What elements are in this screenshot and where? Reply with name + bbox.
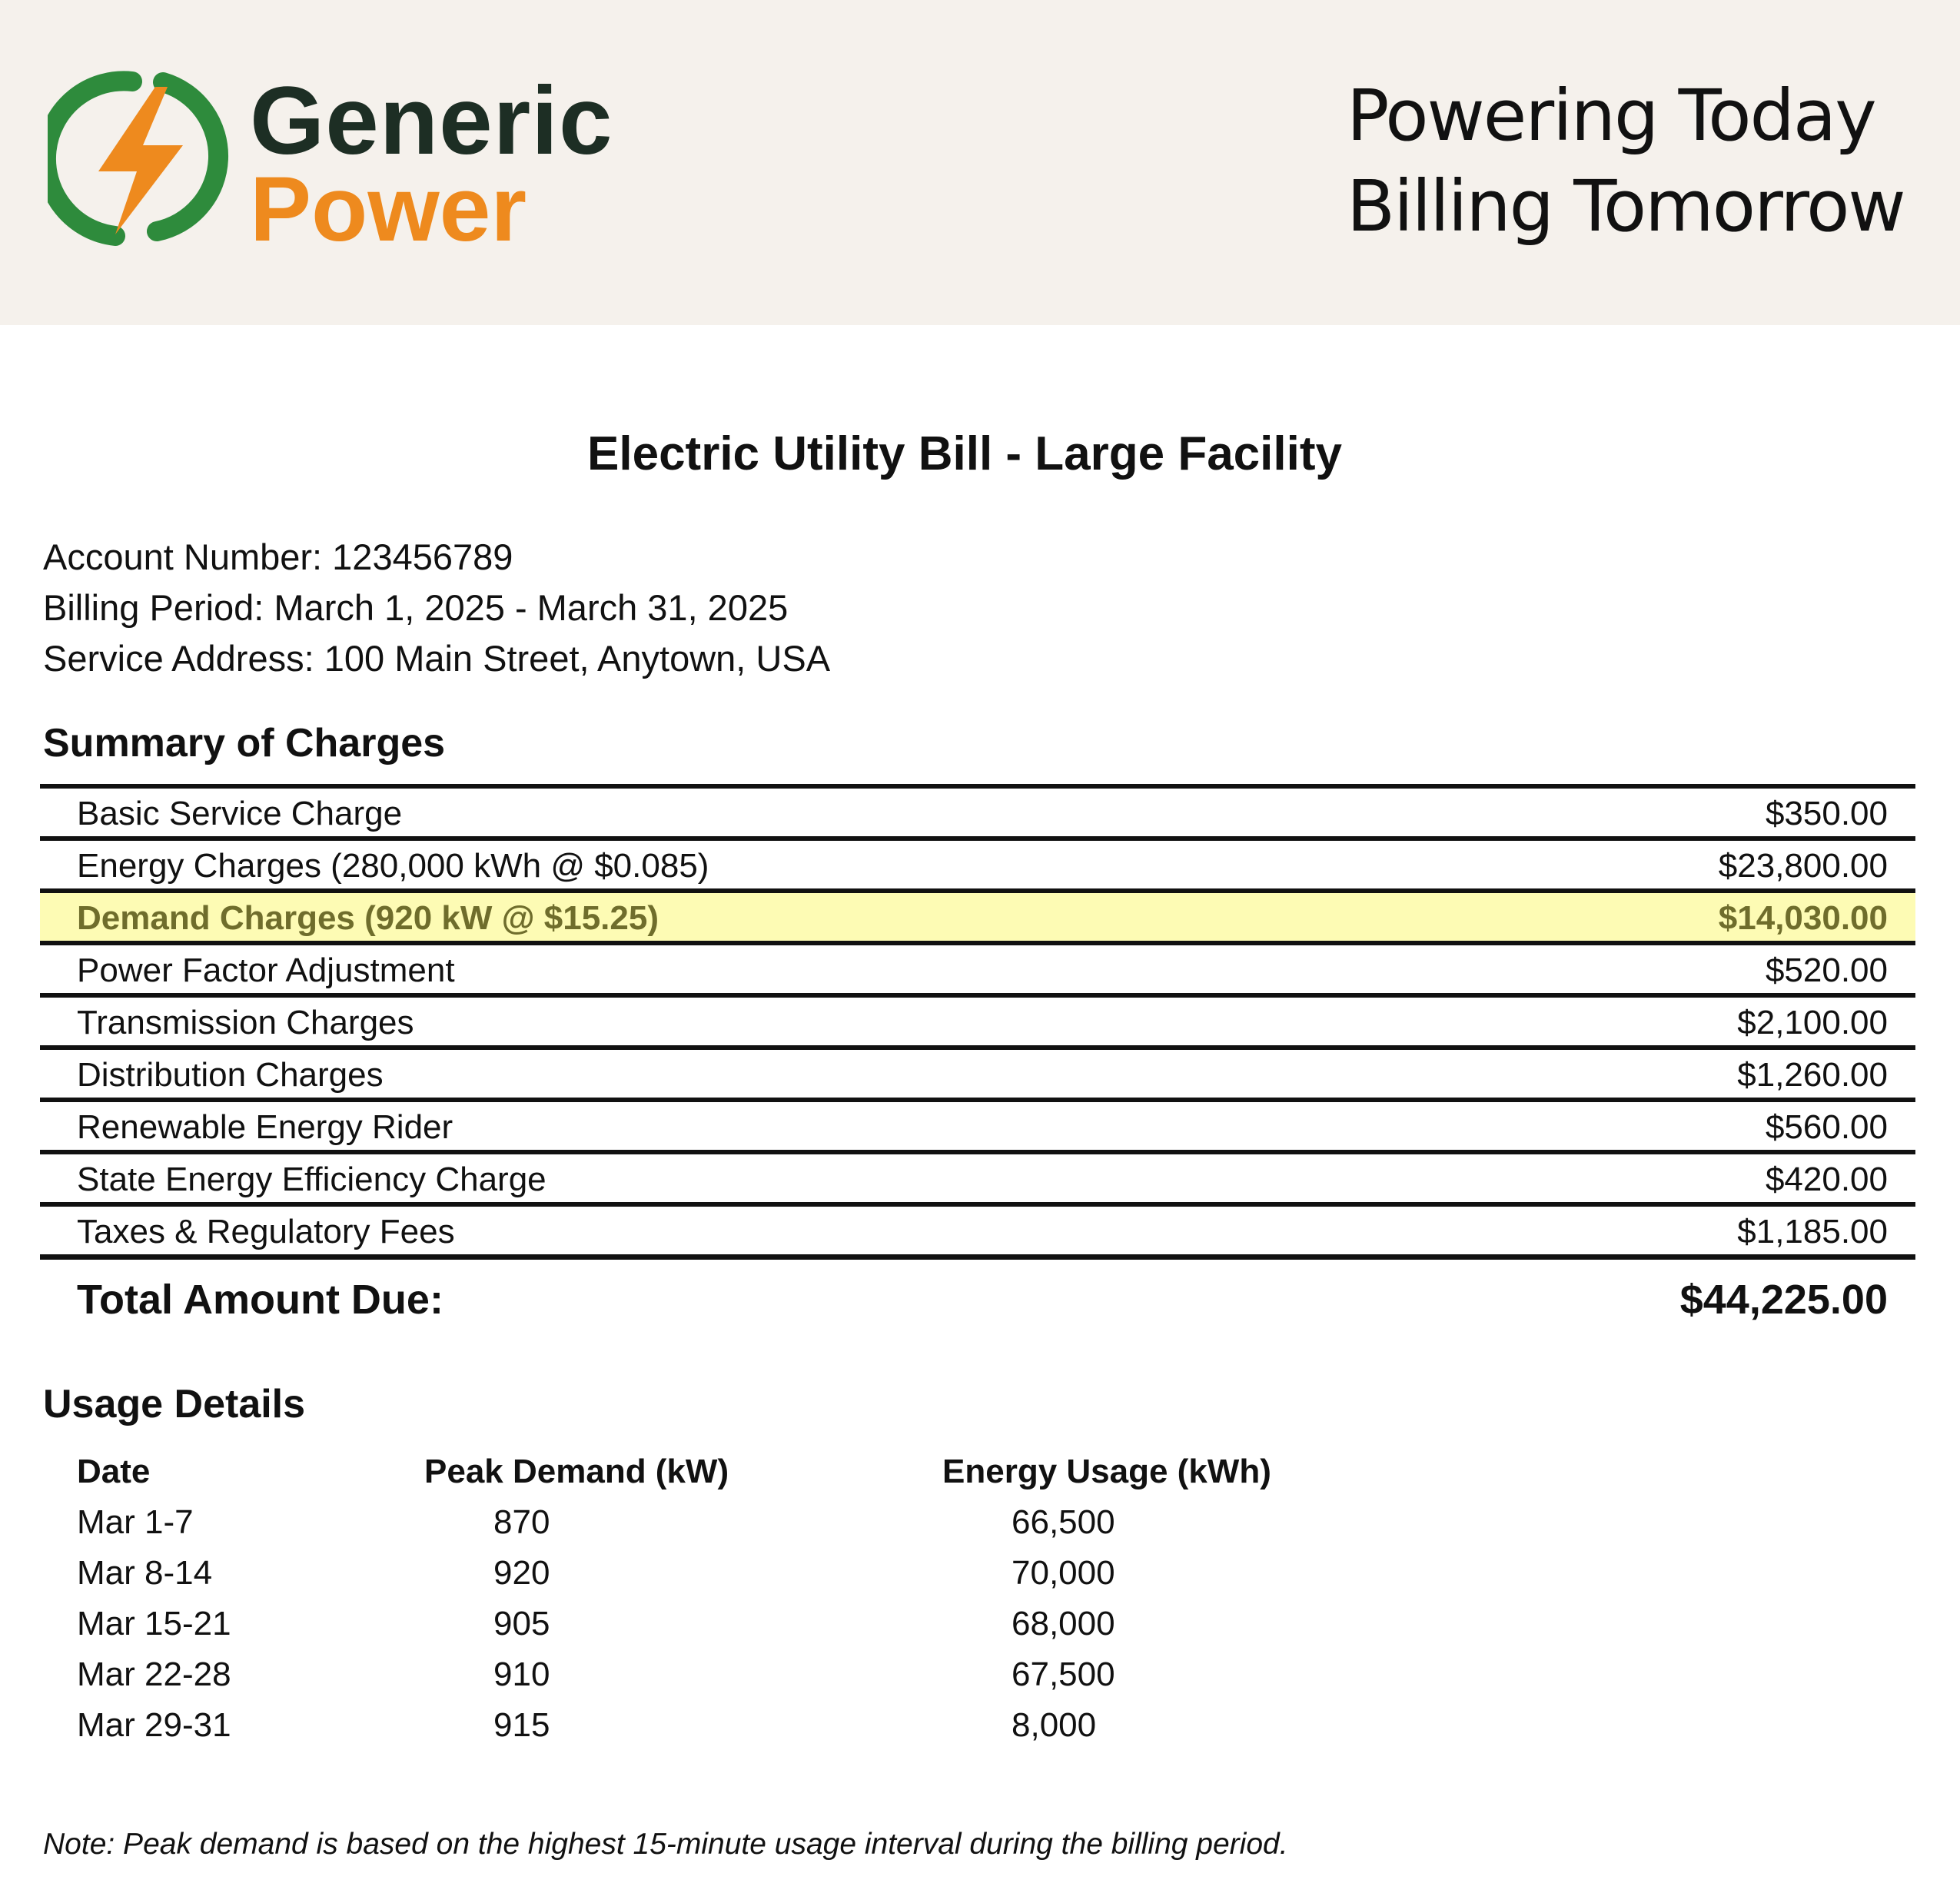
charge-amount: $14,030.00 [1718,899,1888,937]
usage-peak: 870 [493,1503,550,1541]
charge-label: Renewable Energy Rider [77,1108,453,1146]
slogan-line-1: Powering Today [1347,75,1875,157]
charge-row [40,1150,1915,1202]
charge-amount: $23,800.00 [1718,847,1888,885]
usage-energy: 66,500 [1012,1503,1115,1541]
charge-row [40,1202,1915,1260]
charge-row [40,784,1915,836]
billing-period: Billing Period: March 1, 2025 - March 31, 2025 [43,587,789,628]
header-banner [0,0,1960,325]
column-header-date: Date [77,1453,151,1490]
charge-label: Distribution Charges [77,1056,384,1094]
charge-amount: $1,185.00 [1737,1213,1888,1250]
charge-label: Power Factor Adjustment [77,951,455,989]
usage-peak: 915 [493,1706,550,1744]
charge-label: Taxes & Regulatory Fees [77,1213,455,1250]
charge-amount: $1,260.00 [1737,1056,1888,1094]
charge-row [40,993,1915,1045]
charge-amount: $420.00 [1765,1161,1888,1198]
service-address: Service Address: 100 Main Street, Anytown, USA [43,638,831,679]
total-amount-due [40,1276,1915,1330]
charge-row [40,836,1915,888]
lightning-bolt-logo-icon [48,65,232,250]
usage-date: Mar 22-28 [77,1656,231,1693]
account-number: Account Number: 123456789 [43,536,513,577]
footnote: Note: Peak demand is based on the highest 15-minute usage interval during the billing period. [43,1828,1288,1861]
usage-heading: Usage Details [43,1382,306,1426]
logo-line-1: Generic [250,68,613,174]
charge-label: Demand Charges (920 kW @ $15.25) [77,899,659,937]
column-header-peak: Peak Demand (kW) [424,1453,729,1490]
charge-row [40,1045,1915,1098]
charge-amount: $350.00 [1765,795,1888,832]
usage-date: Mar 15-21 [77,1605,231,1642]
summary-heading: Summary of Charges [43,721,446,766]
charge-row-highlighted [40,888,1915,941]
slogan-line-2: Billing Tomorrow [1347,165,1905,247]
total-label: Total Amount Due: [77,1277,443,1323]
charge-label: Energy Charges (280,000 kWh @ $0.085) [77,847,709,885]
charge-row [40,1098,1915,1150]
charge-row [40,941,1915,993]
usage-peak: 920 [493,1554,550,1592]
column-header-energy: Energy Usage (kWh) [942,1453,1271,1490]
slogan [1347,71,1905,252]
usage-date: Mar 8-14 [77,1554,213,1592]
logo-line-2: Power [250,158,527,261]
charge-amount: $560.00 [1765,1108,1888,1146]
total-value: $44,225.00 [1679,1277,1888,1323]
charge-label: Basic Service Charge [77,795,403,832]
brand-logo-text [250,68,613,261]
page-title: Electric Utility Bill - Large Facility [587,427,1342,480]
charge-amount: $520.00 [1765,951,1888,989]
usage-energy: 70,000 [1012,1554,1115,1592]
usage-energy: 8,000 [1012,1706,1097,1744]
usage-energy: 67,500 [1012,1656,1115,1693]
account-info [43,532,830,684]
charges-table [40,784,1915,1260]
charge-amount: $2,100.00 [1737,1004,1888,1041]
usage-peak: 910 [493,1656,550,1693]
usage-date: Mar 29-31 [77,1706,231,1744]
charge-label: Transmission Charges [77,1004,414,1041]
usage-energy: 68,000 [1012,1605,1115,1642]
usage-date: Mar 1-7 [77,1503,194,1541]
usage-peak: 905 [493,1605,550,1642]
charge-label: State Energy Efficiency Charge [77,1161,546,1198]
